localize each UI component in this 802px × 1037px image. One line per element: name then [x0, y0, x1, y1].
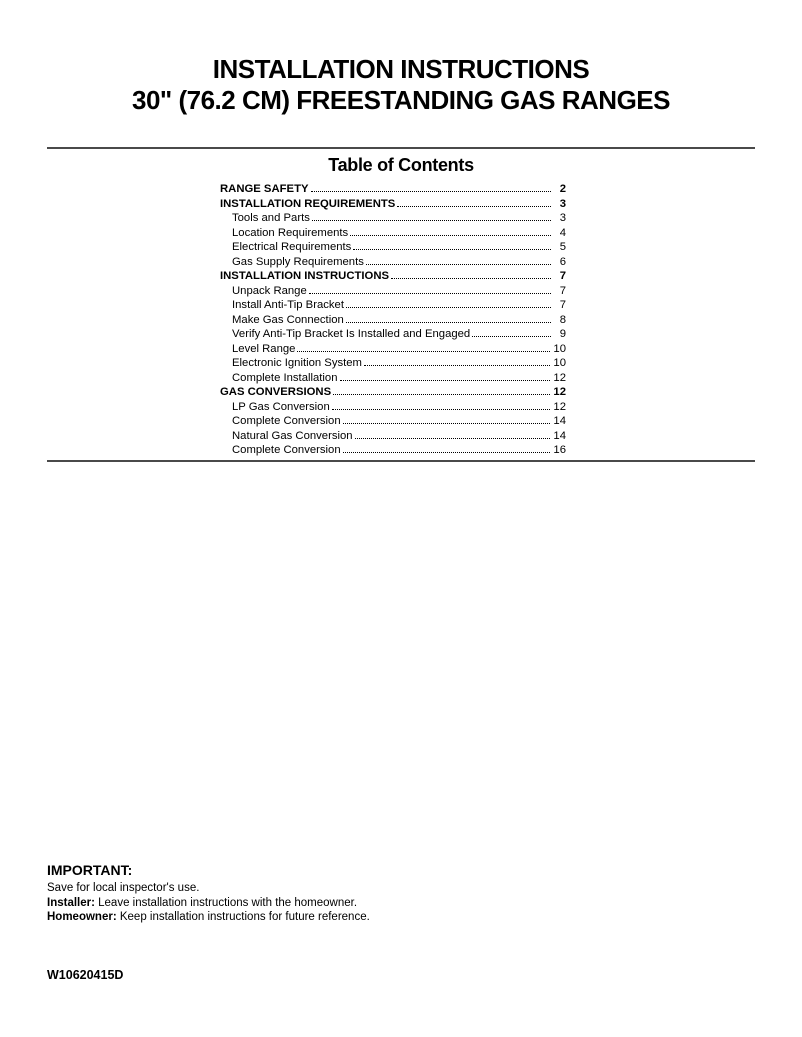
toc-entry-page-number: 7	[559, 270, 566, 282]
page-title-line1: INSTALLATION INSTRUCTIONS	[212, 54, 590, 84]
dot-leader	[397, 206, 551, 207]
toc-entry-page-number: 3	[559, 212, 566, 224]
dot-leader	[346, 307, 551, 308]
divider-bottom	[47, 460, 755, 462]
toc-entry	[220, 226, 566, 241]
installer-text: Leave installation instructions with the homeowner.	[94, 896, 358, 909]
dot-leader	[309, 293, 551, 294]
toc-entry	[220, 385, 566, 400]
toc-entry-label: Complete Conversion	[232, 444, 341, 456]
dot-leader	[346, 322, 551, 323]
installer-note	[47, 896, 755, 911]
toc-entry-page-number: 12	[553, 371, 566, 384]
toc-entry	[220, 342, 566, 357]
toc-entry-page-number: 10	[553, 357, 566, 369]
toc-entry-label: Make Gas Connection	[232, 313, 344, 326]
toc-entry-page-number: 16	[553, 444, 566, 456]
toc-entry-label: GAS CONVERSIONS	[220, 386, 332, 398]
dot-leader	[355, 438, 551, 439]
dot-leader	[343, 423, 551, 424]
homeowner-label: Homeowner:	[47, 911, 117, 923]
toc-entry-label: Level Range	[232, 342, 296, 355]
toc-entry-page-number: 8	[559, 313, 566, 326]
toc-entry-label: RANGE SAFETY	[220, 183, 309, 195]
page-title	[0, 54, 802, 116]
toc-entry-label: Location Requirements	[232, 226, 349, 239]
dot-leader	[472, 336, 551, 337]
toc-entry	[220, 356, 566, 371]
toc-entry-page-number: 5	[559, 241, 566, 253]
footer-notes	[47, 862, 755, 925]
toc-entry-label: Electronic Ignition System	[232, 357, 362, 369]
toc-entry	[220, 298, 566, 313]
save-note: Save for local inspector's use.	[47, 882, 200, 894]
toc-entry	[220, 240, 566, 255]
dot-leader	[391, 278, 551, 279]
toc-entry-label: LP Gas Conversion	[232, 400, 330, 413]
dot-leader	[364, 365, 550, 366]
toc-heading: Table of Contents	[328, 155, 474, 175]
installer-label: Installer:	[47, 896, 95, 909]
toc-entry-page-number: 14	[553, 429, 566, 442]
document-number: W10620415D	[47, 968, 124, 982]
toc-entry-label: Verify Anti-Tip Bracket Is Installed and Engaged	[232, 328, 471, 340]
toc-entry	[220, 197, 566, 212]
table-of-contents	[220, 182, 566, 458]
toc-entry-page-number: 7	[559, 299, 566, 311]
dot-leader	[350, 235, 551, 236]
homeowner-text: Keep installation instructions for future reference.	[116, 911, 370, 923]
toc-entry-page-number: 6	[559, 255, 566, 268]
toc-entry-page-number: 3	[559, 197, 566, 210]
toc-entry-page-number: 4	[559, 226, 566, 239]
toc-entry-label: Electrical Requirements	[232, 241, 352, 253]
toc-entry-page-number: 12	[553, 400, 566, 413]
toc-entry-page-number: 7	[559, 284, 566, 297]
dot-leader	[312, 220, 551, 221]
toc-entry	[220, 255, 566, 270]
toc-entry-label: INSTALLATION INSTRUCTIONS	[220, 270, 390, 282]
toc-entry	[220, 443, 566, 458]
toc-entry	[220, 371, 566, 386]
toc-entry	[220, 182, 566, 197]
toc-entry-page-number: 14	[553, 415, 566, 427]
toc-entry	[220, 313, 566, 328]
homeowner-note	[47, 910, 755, 925]
dot-leader	[332, 409, 551, 410]
toc-entry-page-number: 12	[553, 386, 566, 398]
toc-entry-label: INSTALLATION REQUIREMENTS	[220, 197, 396, 210]
toc-entry-label: Tools and Parts	[232, 212, 310, 224]
dot-leader	[353, 249, 551, 250]
toc-entry-label: Complete Installation	[232, 371, 338, 384]
page-title-line2: 30" (76.2 CM) FREESTANDING GAS RANGES	[132, 85, 670, 115]
toc-entry	[220, 429, 566, 444]
toc-entry	[220, 400, 566, 415]
toc-entry-label: Gas Supply Requirements	[232, 255, 364, 268]
dot-leader	[297, 351, 550, 352]
toc-entry	[220, 327, 566, 342]
toc-entry-page-number: 10	[553, 342, 566, 355]
toc-entry-label: Complete Conversion	[232, 415, 341, 427]
divider-top	[47, 147, 755, 149]
toc-entry-label: Unpack Range	[232, 284, 307, 297]
toc-entry	[220, 414, 566, 429]
dot-leader	[340, 380, 551, 381]
toc-entry	[220, 284, 566, 299]
dot-leader	[366, 264, 551, 265]
important-heading: IMPORTANT:	[47, 862, 133, 878]
dot-leader	[343, 452, 551, 453]
toc-entry-label: Install Anti-Tip Bracket	[232, 299, 344, 311]
dot-leader	[333, 394, 550, 395]
toc-entry-label: Natural Gas Conversion	[232, 429, 353, 442]
toc-entry-page-number: 9	[559, 328, 566, 340]
toc-entry-page-number: 2	[559, 183, 566, 195]
dot-leader	[311, 191, 552, 192]
toc-entry	[220, 269, 566, 284]
toc-entry	[220, 211, 566, 226]
